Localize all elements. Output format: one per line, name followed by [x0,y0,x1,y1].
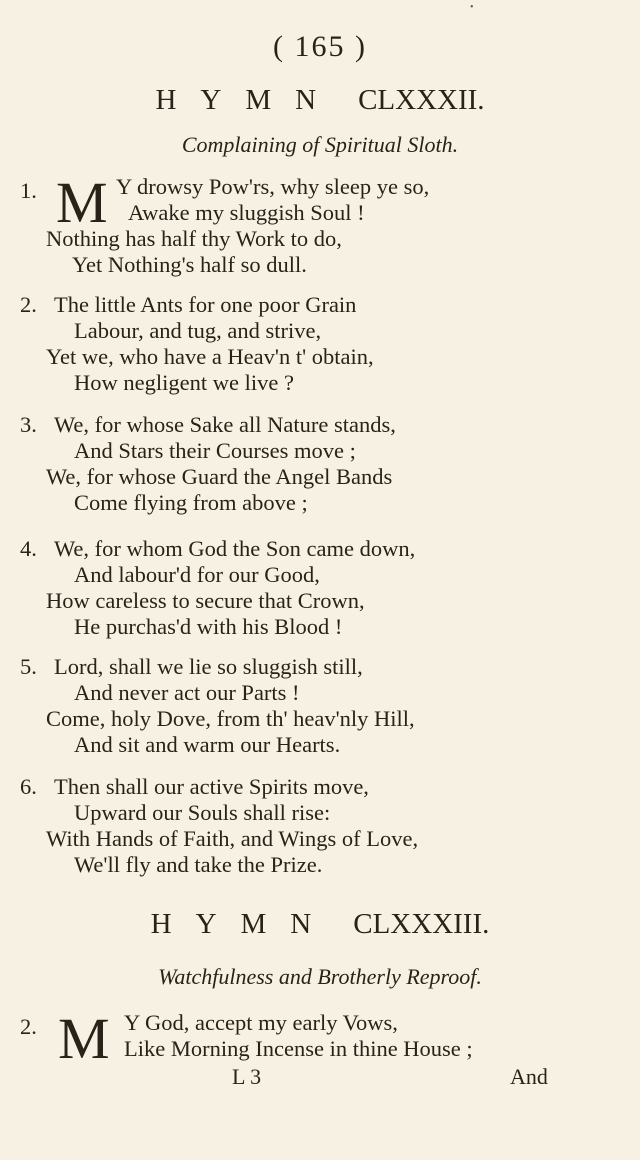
verse-line: Upward our Souls shall rise: [74,800,331,825]
stanza-2 [0,292,640,396]
hymn-subtitle: Watchfulness and Brotherly Reproof. [158,964,482,989]
drop-cap: M [56,170,108,235]
stanza-number: 6. [20,774,37,799]
verse-line: Y God, accept my early Vows, [124,1010,398,1035]
verse-line: Yet Nothing's half so dull. [72,252,307,277]
verse-line: Come, holy Dove, from th' heav'nly Hill, [46,706,415,731]
verse-line: And Stars their Courses move ; [74,438,356,463]
verse-line: We, for whose Guard the Angel Bands [46,464,393,489]
stanza-1 [0,1006,640,1071]
verse-line: And sit and warm our Hearts. [74,732,341,757]
stanza-number: 2. [20,292,37,317]
hymn-title [0,84,640,117]
verse-line: Like Morning Incense in thine House ; [124,1036,473,1061]
verse-line: He purchas'd with his Blood ! [74,614,343,639]
verse-line: Nothing has half thy Work to do, [46,226,342,251]
stanza-1 [0,170,640,278]
stanza-number: 2. [20,1014,37,1039]
hymn-title-numeral: CLXXXII. [358,84,485,116]
verse-line: Come flying from above ; [74,490,308,515]
verse-line: With Hands of Faith, and Wings of Love, [46,826,419,851]
verse-line: Lord, shall we lie so sluggish still, [54,654,363,679]
signature-mark: L 3 [232,1064,262,1089]
hymn-title [0,908,640,941]
verse-line: How careless to secure that Crown, [46,588,365,613]
drop-cap: M [58,1006,110,1071]
verse-line: We, for whom God the Son came down, [54,536,416,561]
verse-line: How negligent we live ? [74,370,294,395]
stanza-5 [0,654,640,758]
stanza-3 [0,412,640,516]
verse-line: And never act our Parts ! [74,680,300,705]
stanza-number: 3. [20,412,37,437]
verse-line: We, for whose Sake all Nature stands, [54,412,396,437]
catchword: And [510,1064,548,1089]
stanza-number: 1. [20,178,37,203]
verse-line: Labour, and tug, and strive, [74,318,322,343]
stanza-4 [0,536,640,640]
verse-line: Y drowsy Pow'rs, why sleep ye so, [116,174,430,199]
print-speck-icon: • [470,2,474,13]
verse-line: Then shall our active Spirits move, [54,774,369,799]
verse-line: The little Ants for one poor Grain [54,292,357,317]
hymn-subtitle: Complaining of Spiritual Sloth. [181,132,459,157]
page-number: ( 165 ) [273,30,367,63]
hymn-title-numeral: CLXXXIII. [353,908,490,940]
hymn-title-word: HYMN [155,84,341,116]
verse-line: And labour'd for our Good, [74,562,320,587]
hymn-title-word: HYMN [150,908,336,940]
stanza-number: 4. [20,536,37,561]
verse-line: Yet we, who have a Heav'n t' obtain, [46,344,374,369]
stanza-number: 5. [20,654,37,679]
verse-line: Awake my sluggish Soul ! [128,200,365,225]
verse-line: We'll fly and take the Prize. [74,852,323,877]
stanza-6 [0,774,640,878]
